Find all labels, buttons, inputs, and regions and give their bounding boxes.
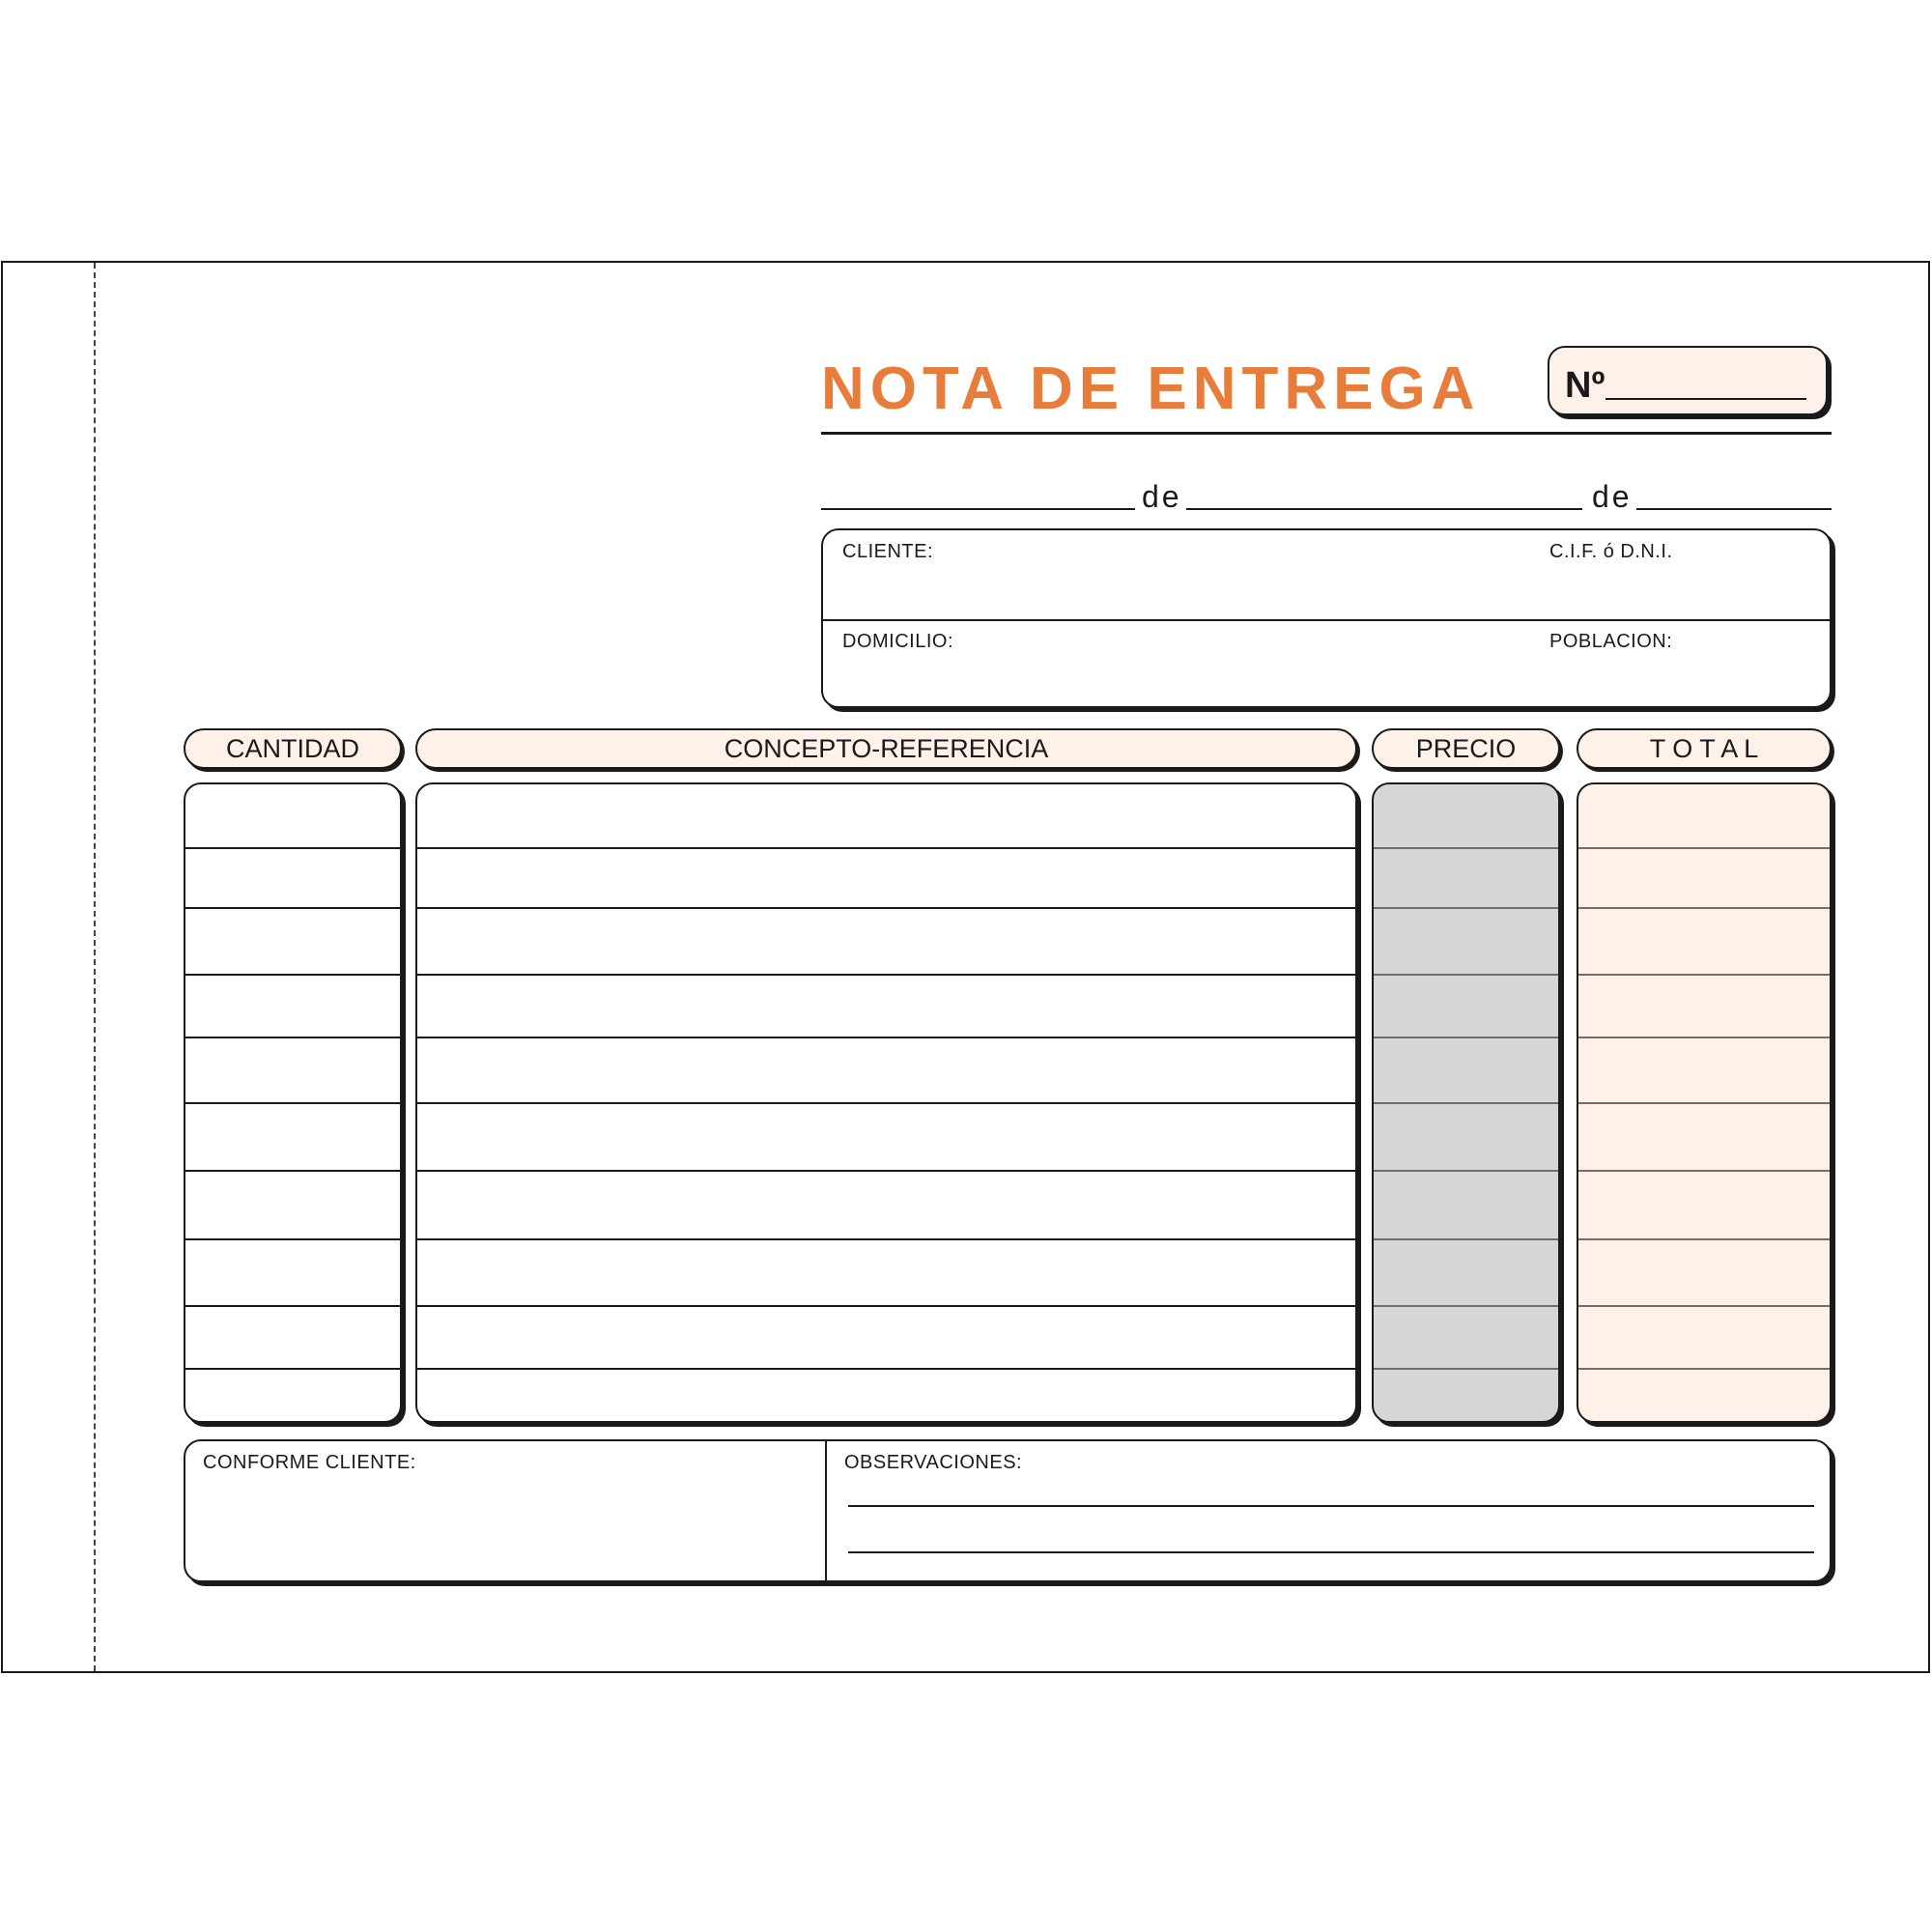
table-row-divider xyxy=(185,1368,400,1370)
table-row-divider xyxy=(1374,974,1558,976)
header-total: T O T A L xyxy=(1577,728,1832,769)
header-precio: PRECIO xyxy=(1372,728,1560,769)
column-total[interactable] xyxy=(1577,782,1832,1423)
table-row-divider xyxy=(185,974,400,976)
table-row-divider xyxy=(417,974,1355,976)
number-label: Nº xyxy=(1565,365,1605,406)
table-row-divider xyxy=(417,1037,1355,1038)
table-row-divider xyxy=(417,1305,1355,1307)
cif-label: C.I.F. ó D.N.I. xyxy=(1549,541,1673,562)
column-concepto-referencia[interactable] xyxy=(415,782,1357,1423)
table-row-divider xyxy=(1578,1170,1830,1172)
page-title: NOTA DE ENTREGA xyxy=(821,355,1481,422)
client-box-divider xyxy=(823,619,1830,621)
date-de-2: de xyxy=(1592,479,1633,514)
table-row-divider xyxy=(1374,1170,1558,1172)
table-row-divider xyxy=(1578,1037,1830,1038)
table-row-divider xyxy=(417,1170,1355,1172)
table-row-divider xyxy=(1578,1305,1830,1307)
table-row-divider xyxy=(1374,1037,1558,1038)
date-month-field[interactable] xyxy=(1186,508,1582,510)
table-row-divider xyxy=(1374,1305,1558,1307)
observaciones-label: OBSERVACIONES: xyxy=(844,1452,1023,1473)
table-row-divider xyxy=(1374,847,1558,849)
observaciones-line-2[interactable] xyxy=(848,1551,1814,1553)
table-row-divider xyxy=(1578,1102,1830,1104)
table-row-divider xyxy=(1374,907,1558,909)
table-row-divider xyxy=(417,847,1355,849)
table-row-divider xyxy=(417,1368,1355,1370)
number-field-line[interactable] xyxy=(1605,398,1806,400)
column-cantidad[interactable] xyxy=(184,782,402,1423)
table-row-divider xyxy=(417,907,1355,909)
date-de-1: de xyxy=(1142,479,1182,514)
table-row-divider xyxy=(417,1102,1355,1104)
title-underline xyxy=(821,432,1832,435)
header-concepto-referencia: CONCEPTO-REFERENCIA xyxy=(415,728,1357,769)
date-year-field[interactable] xyxy=(1636,508,1832,510)
table-row-divider xyxy=(1374,1102,1558,1104)
document-number-box[interactable] xyxy=(1548,346,1828,415)
table-row-divider xyxy=(185,847,400,849)
table-row-divider xyxy=(1578,1238,1830,1240)
table-row-divider xyxy=(1578,907,1830,909)
footer-divider xyxy=(825,1441,827,1580)
table-row-divider xyxy=(1374,1238,1558,1240)
table-row-divider xyxy=(185,907,400,909)
table-row-divider xyxy=(417,1238,1355,1240)
column-precio[interactable] xyxy=(1372,782,1560,1423)
perforation-line xyxy=(94,263,96,1671)
poblacion-label: POBLACION: xyxy=(1549,631,1673,652)
header-cantidad: CANTIDAD xyxy=(184,728,402,769)
table-row-divider xyxy=(185,1170,400,1172)
date-day-field[interactable] xyxy=(821,508,1135,510)
cliente-label: CLIENTE: xyxy=(842,541,934,562)
table-row-divider xyxy=(185,1238,400,1240)
footer-box[interactable] xyxy=(184,1439,1832,1582)
table-row-divider xyxy=(1578,847,1830,849)
observaciones-line-1[interactable] xyxy=(848,1505,1814,1507)
conforme-cliente-label: CONFORME CLIENTE: xyxy=(203,1452,416,1473)
domicilio-label: DOMICILIO: xyxy=(842,631,954,652)
client-info-box[interactable] xyxy=(821,528,1832,708)
table-row-divider xyxy=(185,1102,400,1104)
table-row-divider xyxy=(1578,974,1830,976)
table-row-divider xyxy=(185,1305,400,1307)
table-row-divider xyxy=(185,1037,400,1038)
table-row-divider xyxy=(1578,1368,1830,1370)
table-row-divider xyxy=(1374,1368,1558,1370)
